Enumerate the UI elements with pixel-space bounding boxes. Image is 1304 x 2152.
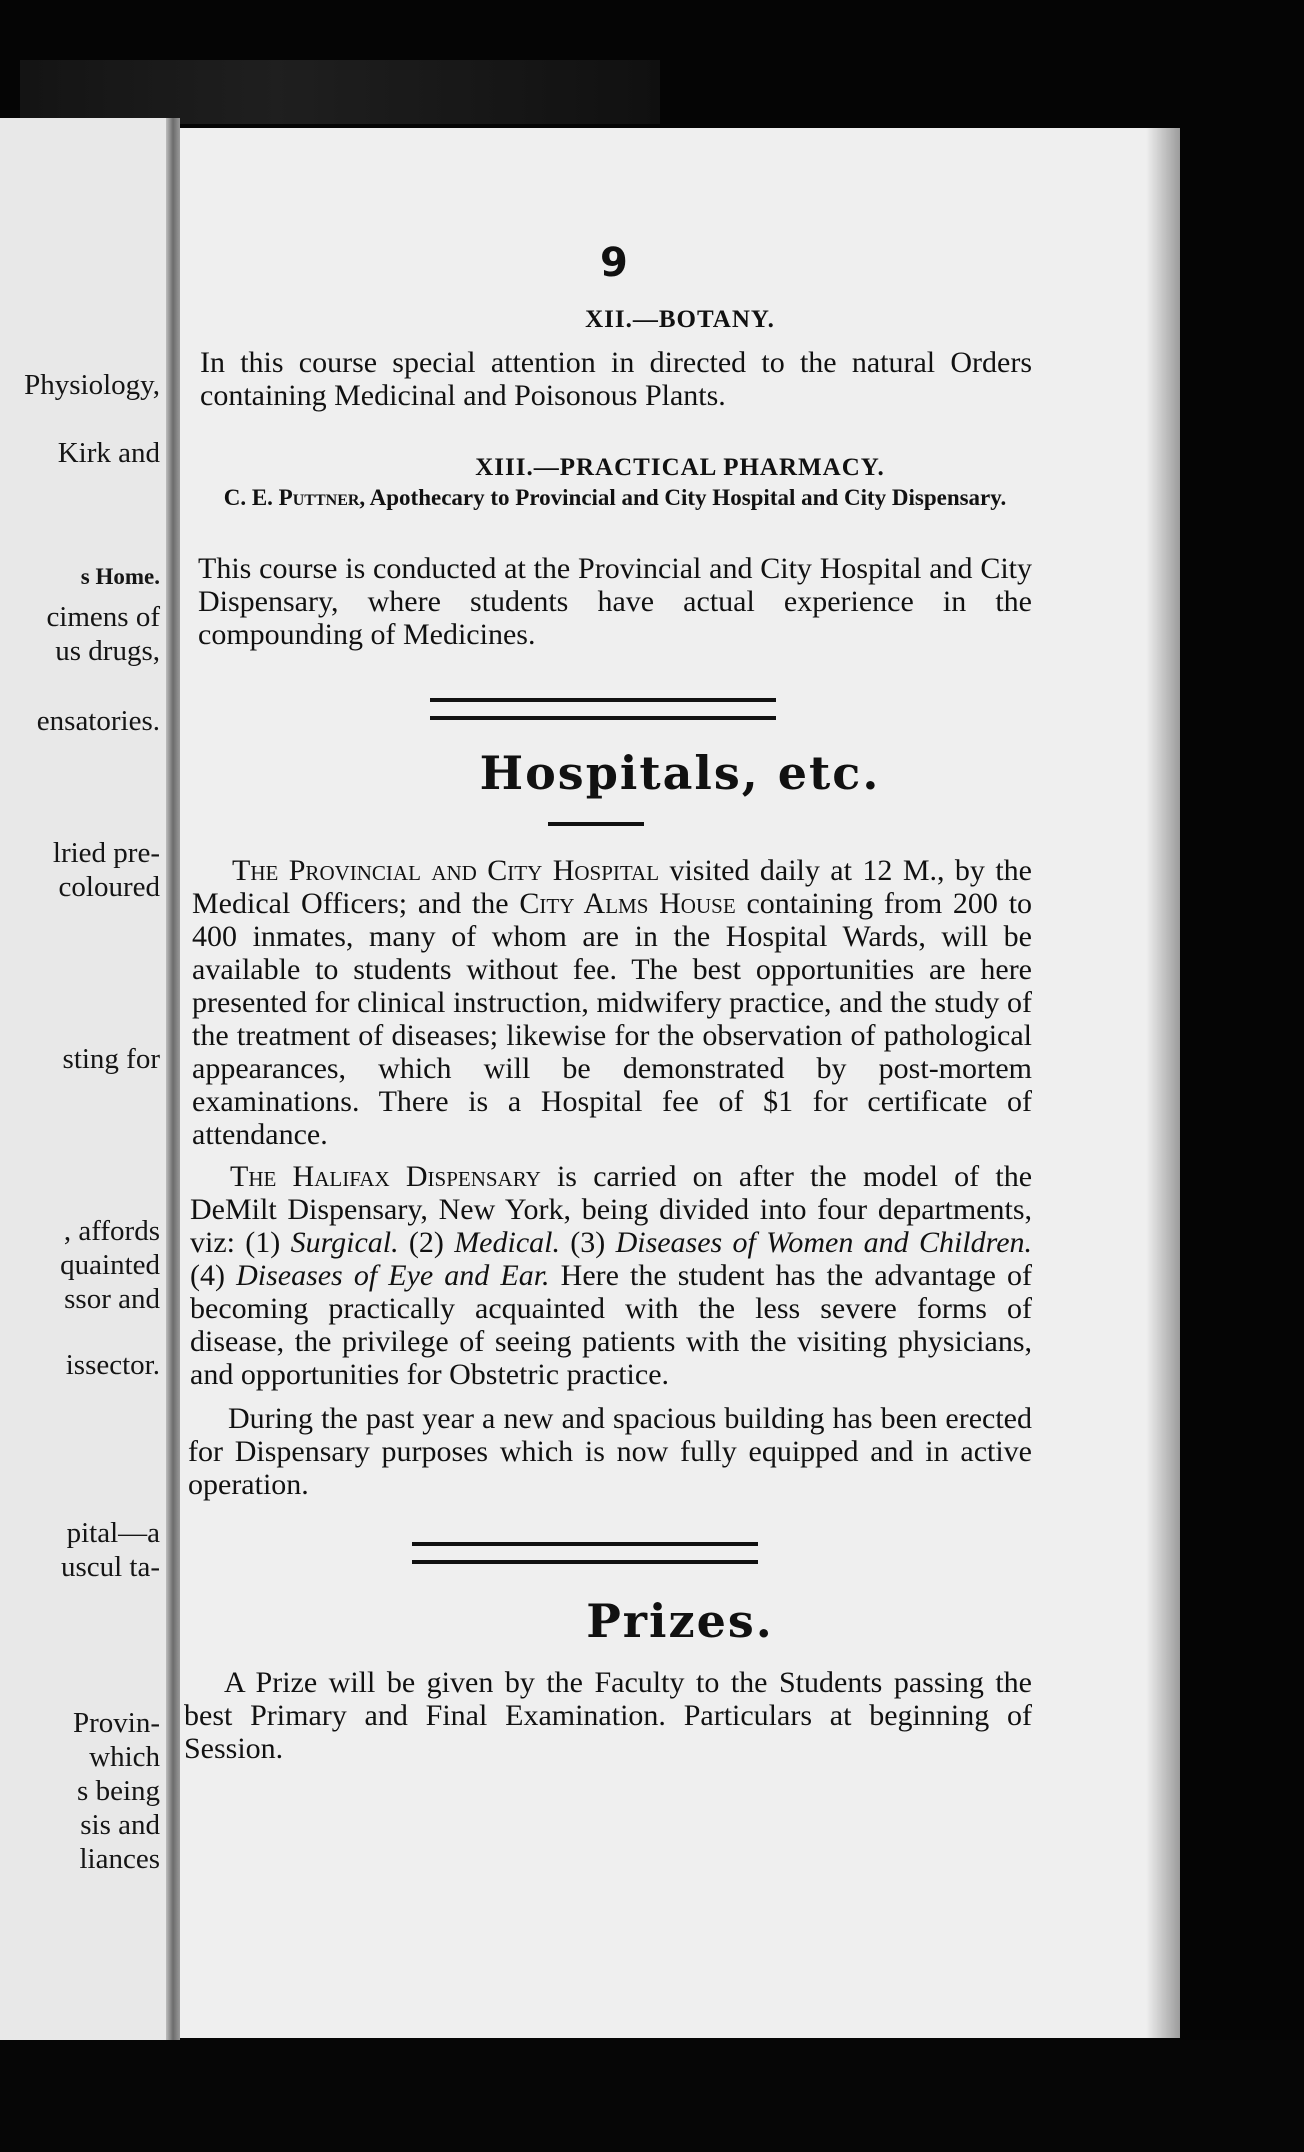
facing-page xyxy=(0,118,166,2048)
section-divider xyxy=(412,1542,758,1564)
dispensary-name: The Halifax Dispensary xyxy=(230,1160,541,1193)
paragraph-text: (4) xyxy=(190,1259,225,1292)
prizes-title: Prizes. xyxy=(586,1594,774,1648)
title-underline xyxy=(548,822,644,826)
facing-page-line: liances xyxy=(79,1843,160,1875)
department-surgical: Surgical. xyxy=(290,1226,399,1259)
hospitals-title: Hospitals, etc. xyxy=(479,746,881,800)
facing-page-line: Physiology, xyxy=(24,369,160,401)
botany-heading: XII.—BOTANY. xyxy=(585,306,775,333)
facing-page-line: lried pre- xyxy=(52,837,160,869)
pharmacy-heading: XIII.—PRACTICAL PHARMACY. xyxy=(475,454,885,481)
paragraph-text: visited daily at 12 M., by the Medical Officers; and the xyxy=(192,854,1032,920)
paragraph-text: containing from 200 to 400 inmates, many of whom are in the Hospital Wards, will be available to students without fee. The best opportunities are here presented for clinical instruction, midwifery practice, and the study of the treatment of diseases; likewise for the observation of pathological appearances, which will be demonstrated by post-mortem examinations. There is a Hospital fee of $1 for certificate of attendance. xyxy=(192,887,1033,1151)
instructor-title: Apothecary to Provincial and City Hospital and City Dispensary. xyxy=(369,485,1007,510)
alms-house-name: City Alms House xyxy=(519,887,736,920)
paragraph-text: Here the student has the advantage of becoming practically acquainted with the less severe forms of disease, the privilege of seeing patients with the visiting physicians, and opportunities for Obstetric practice. xyxy=(190,1259,1033,1391)
facing-page-line: sis and xyxy=(80,1809,160,1841)
book-gutter xyxy=(166,118,180,2048)
hospitals-paragraph-1 xyxy=(192,854,1032,1151)
paragraph-text: (2) xyxy=(408,1226,444,1259)
facing-page-line: which xyxy=(89,1741,160,1773)
facing-page-line: s Home. xyxy=(80,564,160,589)
department-eye-ear: Diseases of Eye and Ear. xyxy=(236,1259,550,1292)
hospitals-paragraph-2 xyxy=(190,1160,1032,1391)
facing-page-line: Kirk and xyxy=(57,437,160,469)
facing-page-line: cimens of xyxy=(46,601,160,633)
scan-shadow xyxy=(20,60,660,124)
department-medical: Medical. xyxy=(454,1226,560,1259)
facing-page-line: quainted xyxy=(60,1249,160,1281)
pharmacy-credit xyxy=(200,484,1030,511)
paragraph-text: (3) xyxy=(570,1226,606,1259)
section-divider xyxy=(430,698,776,720)
prizes-text: A Prize will be given by the Faculty to the Students passing the best Primary and Final Examination. Particulars at beginning of Session. xyxy=(184,1666,1032,1765)
botany-text: In this course special attention in directed to the natural Orders containing Medicinal and Poisonous Plants. xyxy=(200,346,1032,412)
page-edge-shadow xyxy=(1146,128,1180,2038)
facing-page-line: s being xyxy=(77,1775,160,1807)
facing-page-line: coloured xyxy=(58,871,160,903)
facing-page-line: issector. xyxy=(65,1349,160,1381)
facing-page-line: uscul ta- xyxy=(60,1551,160,1583)
facing-page-line: Provin- xyxy=(73,1707,160,1739)
facing-page-line: ensatories. xyxy=(36,705,160,737)
pharmacy-text: This course is conducted at the Provincial and City Hospital and City Dispensary, where students have actual experience in the compounding of Medicines. xyxy=(198,552,1032,651)
facing-page-line: sting for xyxy=(62,1043,160,1075)
facing-page-line: us drugs, xyxy=(55,635,160,667)
facing-page-line: pital—a xyxy=(66,1517,160,1549)
facing-page-line: , affords xyxy=(63,1215,160,1247)
paragraph-text: is carried on after the model of the DeMilt Dispensary, New York, being divided into four departments, viz: (1) xyxy=(190,1160,1033,1259)
page-number: 9 xyxy=(600,240,628,286)
hospitals-paragraph-3: During the past year a new and spacious building has been erected for Dispensary purposes which is now fully equipped and in active operation. xyxy=(188,1402,1032,1501)
department-women-children: Diseases of Women and Children. xyxy=(615,1226,1033,1259)
instructor-name: C. E. Puttner, xyxy=(223,485,366,510)
hospital-name: The Provincial and City Hospital xyxy=(232,854,660,887)
main-page xyxy=(180,128,1180,2038)
facing-page-line: ssor and xyxy=(64,1283,160,1315)
scan-shadow xyxy=(0,2040,1304,2152)
